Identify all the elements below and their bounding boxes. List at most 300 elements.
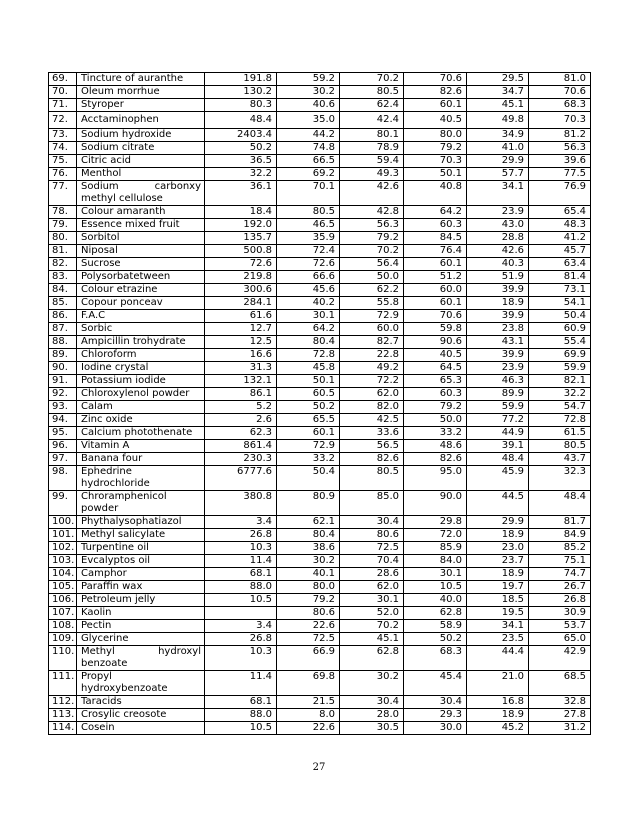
row-number-cell: 70.: [49, 86, 77, 99]
value-cell: 56.4: [340, 258, 404, 271]
table-row: [49, 232, 591, 245]
value-cell: 861.4: [205, 440, 277, 453]
value-cell: 42.8: [340, 206, 404, 219]
value-cell: 66.5: [277, 155, 340, 168]
substance-name-cell: Copour ponceav: [77, 297, 205, 310]
value-cell: 21.5: [277, 696, 340, 709]
value-cell: 58.9: [404, 620, 467, 633]
value-cell: 80.4: [277, 336, 340, 349]
value-cell: 81.7: [529, 516, 591, 529]
substance-name-cell: Chloroxylenol powder: [77, 388, 205, 401]
substance-name-cell: Polysorbatetween: [77, 271, 205, 284]
substance-name-cell: Petroleum jelly: [77, 594, 205, 607]
row-number-cell: 89.: [49, 349, 77, 362]
value-cell: 8.0: [277, 709, 340, 722]
value-cell: 85.2: [529, 542, 591, 555]
value-cell: 68.3: [404, 646, 467, 671]
table-row: [49, 142, 591, 155]
value-cell: 130.2: [205, 86, 277, 99]
value-cell: 68.1: [205, 568, 277, 581]
table-row: [49, 633, 591, 646]
substance-name-cell: Glycerine: [77, 633, 205, 646]
row-number-cell: 93.: [49, 401, 77, 414]
value-cell: 72.0: [404, 529, 467, 542]
table-row: [49, 709, 591, 722]
row-number-cell: 112.: [49, 696, 77, 709]
substance-name-cell: Zinc oxide: [77, 414, 205, 427]
value-cell: 30.2: [277, 86, 340, 99]
value-cell: 59.8: [404, 323, 467, 336]
table-row: [49, 245, 591, 258]
value-cell: 70.1: [277, 181, 340, 206]
value-cell: 30.9: [529, 607, 591, 620]
value-cell: 10.5: [205, 722, 277, 735]
value-cell: 80.1: [340, 129, 404, 142]
value-cell: 42.6: [467, 245, 529, 258]
value-cell: 75.1: [529, 555, 591, 568]
value-cell: 56.3: [529, 142, 591, 155]
substance-name-cell: Taracids: [77, 696, 205, 709]
value-cell: 70.2: [340, 620, 404, 633]
value-cell: 70.6: [404, 73, 467, 86]
table-row: [49, 581, 591, 594]
substance-name-cell: Sodium carbonxy methyl cellulose: [77, 181, 205, 206]
value-cell: 22.8: [340, 349, 404, 362]
value-cell: 23.5: [467, 633, 529, 646]
substance-name-cell: Oleum morrhue: [77, 86, 205, 99]
value-cell: 45.7: [529, 245, 591, 258]
value-cell: 40.5: [404, 349, 467, 362]
value-cell: 30.1: [277, 310, 340, 323]
value-cell: 50.1: [277, 375, 340, 388]
value-cell: 29.9: [467, 155, 529, 168]
value-cell: 77.2: [467, 414, 529, 427]
table-row: [49, 284, 591, 297]
value-cell: 82.6: [404, 86, 467, 99]
value-cell: 72.6: [277, 258, 340, 271]
table-row: [49, 466, 591, 491]
row-number-cell: 78.: [49, 206, 77, 219]
value-cell: 284.1: [205, 297, 277, 310]
substance-name-cell: Sucrose: [77, 258, 205, 271]
value-cell: 40.8: [404, 181, 467, 206]
value-cell: [205, 607, 277, 620]
value-cell: 89.9: [467, 388, 529, 401]
value-cell: 48.4: [467, 453, 529, 466]
substance-name-cell: Styroper: [77, 99, 205, 112]
table-row: [49, 362, 591, 375]
substance-name-cell: Paraffin wax: [77, 581, 205, 594]
value-cell: 86.1: [205, 388, 277, 401]
substance-name-cell: F.A.C: [77, 310, 205, 323]
value-cell: 22.6: [277, 722, 340, 735]
value-cell: 63.4: [529, 258, 591, 271]
value-cell: 12.5: [205, 336, 277, 349]
value-cell: 50.0: [340, 271, 404, 284]
substance-name-cell: Potassium iodide: [77, 375, 205, 388]
value-cell: 72.5: [340, 542, 404, 555]
value-cell: 22.6: [277, 620, 340, 633]
value-cell: 62.0: [340, 388, 404, 401]
table-row: [49, 297, 591, 310]
value-cell: 70.4: [340, 555, 404, 568]
value-cell: 32.8: [529, 696, 591, 709]
row-number-cell: 80.: [49, 232, 77, 245]
value-cell: 95.0: [404, 466, 467, 491]
value-cell: 40.0: [404, 594, 467, 607]
value-cell: 42.5: [340, 414, 404, 427]
value-cell: 45.8: [277, 362, 340, 375]
table-row: [49, 271, 591, 284]
value-cell: 80.6: [340, 529, 404, 542]
substance-name-cell: Niposal: [77, 245, 205, 258]
value-cell: 10.3: [205, 542, 277, 555]
row-number-cell: 110.: [49, 646, 77, 671]
row-number-cell: 91.: [49, 375, 77, 388]
value-cell: 44.2: [277, 129, 340, 142]
value-cell: 81.0: [529, 73, 591, 86]
row-number-cell: 74.: [49, 142, 77, 155]
value-cell: 52.0: [340, 607, 404, 620]
value-cell: 40.5: [404, 112, 467, 129]
value-cell: 28.8: [467, 232, 529, 245]
value-cell: 34.1: [467, 181, 529, 206]
table-row: [49, 323, 591, 336]
row-number-cell: 79.: [49, 219, 77, 232]
row-number-cell: 100.: [49, 516, 77, 529]
value-cell: 3.4: [205, 516, 277, 529]
value-cell: 6777.6: [205, 466, 277, 491]
row-number-cell: 103.: [49, 555, 77, 568]
substance-name-cell: Menthol: [77, 168, 205, 181]
value-cell: 76.9: [529, 181, 591, 206]
value-cell: 64.2: [277, 323, 340, 336]
value-cell: 68.3: [529, 99, 591, 112]
value-cell: 50.4: [277, 466, 340, 491]
value-cell: 65.5: [277, 414, 340, 427]
substance-name-cell: Essence mixed fruit: [77, 219, 205, 232]
value-cell: 45.4: [404, 671, 467, 696]
table-row: [49, 401, 591, 414]
table-row: [49, 722, 591, 735]
value-cell: 42.6: [340, 181, 404, 206]
value-cell: 53.7: [529, 620, 591, 633]
value-cell: 50.2: [404, 633, 467, 646]
value-cell: 69.2: [277, 168, 340, 181]
value-cell: 80.5: [529, 440, 591, 453]
value-cell: 66.9: [277, 646, 340, 671]
value-cell: 29.9: [467, 516, 529, 529]
value-cell: 44.5: [467, 491, 529, 516]
table-row: [49, 594, 591, 607]
value-cell: 69.8: [277, 671, 340, 696]
table-row: [49, 155, 591, 168]
value-cell: 70.3: [529, 112, 591, 129]
value-cell: 61.5: [529, 427, 591, 440]
value-cell: 62.1: [277, 516, 340, 529]
value-cell: 10.5: [404, 581, 467, 594]
row-number-cell: 90.: [49, 362, 77, 375]
value-cell: 45.1: [467, 99, 529, 112]
table-row: [49, 529, 591, 542]
value-cell: 45.6: [277, 284, 340, 297]
table-row: [49, 491, 591, 516]
substance-name-cell: Banana four: [77, 453, 205, 466]
value-cell: 28.0: [340, 709, 404, 722]
value-cell: 79.2: [340, 232, 404, 245]
value-cell: 18.9: [467, 297, 529, 310]
value-cell: 26.8: [529, 594, 591, 607]
table-row: [49, 206, 591, 219]
value-cell: 48.4: [529, 491, 591, 516]
value-cell: 11.4: [205, 555, 277, 568]
value-cell: 39.9: [467, 310, 529, 323]
value-cell: 70.6: [404, 310, 467, 323]
value-cell: 70.3: [404, 155, 467, 168]
substance-name-cell: Colour amaranth: [77, 206, 205, 219]
value-cell: 34.7: [467, 86, 529, 99]
value-cell: 300.6: [205, 284, 277, 297]
value-cell: 43.7: [529, 453, 591, 466]
value-cell: 26.8: [205, 529, 277, 542]
row-number-cell: 97.: [49, 453, 77, 466]
value-cell: 85.9: [404, 542, 467, 555]
value-cell: 30.1: [404, 568, 467, 581]
value-cell: 73.1: [529, 284, 591, 297]
table-row: [49, 99, 591, 112]
value-cell: 56.3: [340, 219, 404, 232]
table-row: [49, 310, 591, 323]
value-cell: 80.5: [340, 86, 404, 99]
value-cell: 70.6: [529, 86, 591, 99]
row-number-cell: 111.: [49, 671, 77, 696]
value-cell: 12.7: [205, 323, 277, 336]
value-cell: 48.6: [404, 440, 467, 453]
substance-name-cell: Cosein: [77, 722, 205, 735]
value-cell: 33.2: [277, 453, 340, 466]
substance-name-cell: Iodine crystal: [77, 362, 205, 375]
value-cell: 50.1: [404, 168, 467, 181]
table-row: [49, 181, 591, 206]
value-cell: 77.5: [529, 168, 591, 181]
value-cell: 65.0: [529, 633, 591, 646]
value-cell: 60.1: [404, 99, 467, 112]
value-cell: 23.9: [467, 206, 529, 219]
value-cell: 80.3: [205, 99, 277, 112]
value-cell: 80.6: [277, 607, 340, 620]
value-cell: 61.6: [205, 310, 277, 323]
value-cell: 16.8: [467, 696, 529, 709]
value-cell: 64.5: [404, 362, 467, 375]
value-cell: 45.1: [340, 633, 404, 646]
value-cell: 46.3: [467, 375, 529, 388]
table-row: [49, 516, 591, 529]
row-number-cell: 85.: [49, 297, 77, 310]
value-cell: 192.0: [205, 219, 277, 232]
value-cell: 49.2: [340, 362, 404, 375]
substance-name-cell: Citric acid: [77, 155, 205, 168]
value-cell: 88.0: [205, 709, 277, 722]
value-cell: 41.0: [467, 142, 529, 155]
value-cell: 230.3: [205, 453, 277, 466]
value-cell: 60.1: [404, 258, 467, 271]
table-row: [49, 129, 591, 142]
value-cell: 40.3: [467, 258, 529, 271]
value-cell: 49.8: [467, 112, 529, 129]
value-cell: 16.6: [205, 349, 277, 362]
value-cell: 72.2: [340, 375, 404, 388]
value-cell: 48.4: [205, 112, 277, 129]
substance-name-cell: Calam: [77, 401, 205, 414]
value-cell: 65.3: [404, 375, 467, 388]
value-cell: 82.6: [340, 453, 404, 466]
value-cell: 76.4: [404, 245, 467, 258]
value-cell: 60.1: [277, 427, 340, 440]
value-cell: 30.4: [340, 516, 404, 529]
value-cell: 30.2: [277, 555, 340, 568]
value-cell: 42.9: [529, 646, 591, 671]
value-cell: 191.8: [205, 73, 277, 86]
substance-name-cell: Methyl hydroxyl benzoate: [77, 646, 205, 671]
value-cell: 80.0: [277, 581, 340, 594]
value-cell: 59.4: [340, 155, 404, 168]
value-cell: 29.3: [404, 709, 467, 722]
substance-name-cell: Camphor: [77, 568, 205, 581]
value-cell: 69.9: [529, 349, 591, 362]
value-cell: 68.5: [529, 671, 591, 696]
value-cell: 39.1: [467, 440, 529, 453]
row-number-cell: 98.: [49, 466, 77, 491]
substance-name-cell: Acctaminophen: [77, 112, 205, 129]
row-number-cell: 77.: [49, 181, 77, 206]
value-cell: 33.2: [404, 427, 467, 440]
value-cell: 18.9: [467, 529, 529, 542]
value-cell: 19.7: [467, 581, 529, 594]
row-number-cell: 107.: [49, 607, 77, 620]
value-cell: 72.5: [277, 633, 340, 646]
value-cell: 21.0: [467, 671, 529, 696]
substance-name-cell: Evcalyptos oil: [77, 555, 205, 568]
value-cell: 62.0: [340, 581, 404, 594]
substance-name-cell: Sorbic: [77, 323, 205, 336]
row-number-cell: 83.: [49, 271, 77, 284]
value-cell: 39.9: [467, 349, 529, 362]
substance-name-cell: Methyl salicylate: [77, 529, 205, 542]
value-cell: 23.7: [467, 555, 529, 568]
page-number: 27: [312, 762, 326, 773]
value-cell: 65.4: [529, 206, 591, 219]
value-cell: 60.0: [404, 284, 467, 297]
value-cell: 72.8: [529, 414, 591, 427]
value-cell: 10.3: [205, 646, 277, 671]
row-number-cell: 114.: [49, 722, 77, 735]
value-cell: 39.9: [467, 284, 529, 297]
row-number-cell: 108.: [49, 620, 77, 633]
value-cell: 19.5: [467, 607, 529, 620]
table-row: [49, 375, 591, 388]
value-cell: 57.7: [467, 168, 529, 181]
value-cell: 74.8: [277, 142, 340, 155]
table-row: [49, 542, 591, 555]
substance-name-cell: Ampicillin trohydrate: [77, 336, 205, 349]
value-cell: 40.2: [277, 297, 340, 310]
value-cell: 50.4: [529, 310, 591, 323]
row-number-cell: 92.: [49, 388, 77, 401]
table-body: [49, 73, 591, 735]
value-cell: 30.2: [340, 671, 404, 696]
value-cell: 38.6: [277, 542, 340, 555]
value-cell: 32.3: [529, 466, 591, 491]
row-number-cell: 101.: [49, 529, 77, 542]
table-row: [49, 219, 591, 232]
value-cell: 18.4: [205, 206, 277, 219]
value-cell: 72.8: [277, 349, 340, 362]
value-cell: 59.9: [467, 401, 529, 414]
value-cell: 82.7: [340, 336, 404, 349]
row-number-cell: 94.: [49, 414, 77, 427]
value-cell: 79.2: [277, 594, 340, 607]
value-cell: 135.7: [205, 232, 277, 245]
table-row: [49, 607, 591, 620]
value-cell: 79.2: [404, 142, 467, 155]
value-cell: 79.2: [404, 401, 467, 414]
value-cell: 72.9: [340, 310, 404, 323]
row-number-cell: 106.: [49, 594, 77, 607]
row-number-cell: 73.: [49, 129, 77, 142]
value-cell: 70.2: [340, 73, 404, 86]
value-cell: 84.0: [404, 555, 467, 568]
value-cell: 42.4: [340, 112, 404, 129]
value-cell: 48.3: [529, 219, 591, 232]
substance-name-cell: Turpentine oil: [77, 542, 205, 555]
value-cell: 80.5: [277, 206, 340, 219]
value-cell: 45.2: [467, 722, 529, 735]
value-cell: 50.0: [404, 414, 467, 427]
value-cell: 88.0: [205, 581, 277, 594]
value-cell: 81.4: [529, 271, 591, 284]
table-row: [49, 414, 591, 427]
value-cell: 26.8: [205, 633, 277, 646]
row-number-cell: 75.: [49, 155, 77, 168]
value-cell: 39.6: [529, 155, 591, 168]
value-cell: 18.9: [467, 709, 529, 722]
table-row: [49, 440, 591, 453]
row-number-cell: 102.: [49, 542, 77, 555]
substance-name-cell: Sodium citrate: [77, 142, 205, 155]
value-cell: 80.4: [277, 529, 340, 542]
row-number-cell: 84.: [49, 284, 77, 297]
value-cell: 54.1: [529, 297, 591, 310]
value-cell: 32.2: [529, 388, 591, 401]
row-number-cell: 96.: [49, 440, 77, 453]
substance-name-cell: Calcium photothenate: [77, 427, 205, 440]
row-number-cell: 76.: [49, 168, 77, 181]
value-cell: 90.0: [404, 491, 467, 516]
value-cell: 43.0: [467, 219, 529, 232]
row-number-cell: 81.: [49, 245, 77, 258]
value-cell: 31.3: [205, 362, 277, 375]
value-cell: 35.9: [277, 232, 340, 245]
value-cell: 28.6: [340, 568, 404, 581]
value-cell: 62.8: [340, 646, 404, 671]
value-cell: 60.3: [404, 388, 467, 401]
value-cell: 64.2: [404, 206, 467, 219]
substance-name-cell: Pectin: [77, 620, 205, 633]
value-cell: 68.1: [205, 696, 277, 709]
value-cell: 90.6: [404, 336, 467, 349]
value-cell: 80.0: [404, 129, 467, 142]
value-cell: 82.0: [340, 401, 404, 414]
